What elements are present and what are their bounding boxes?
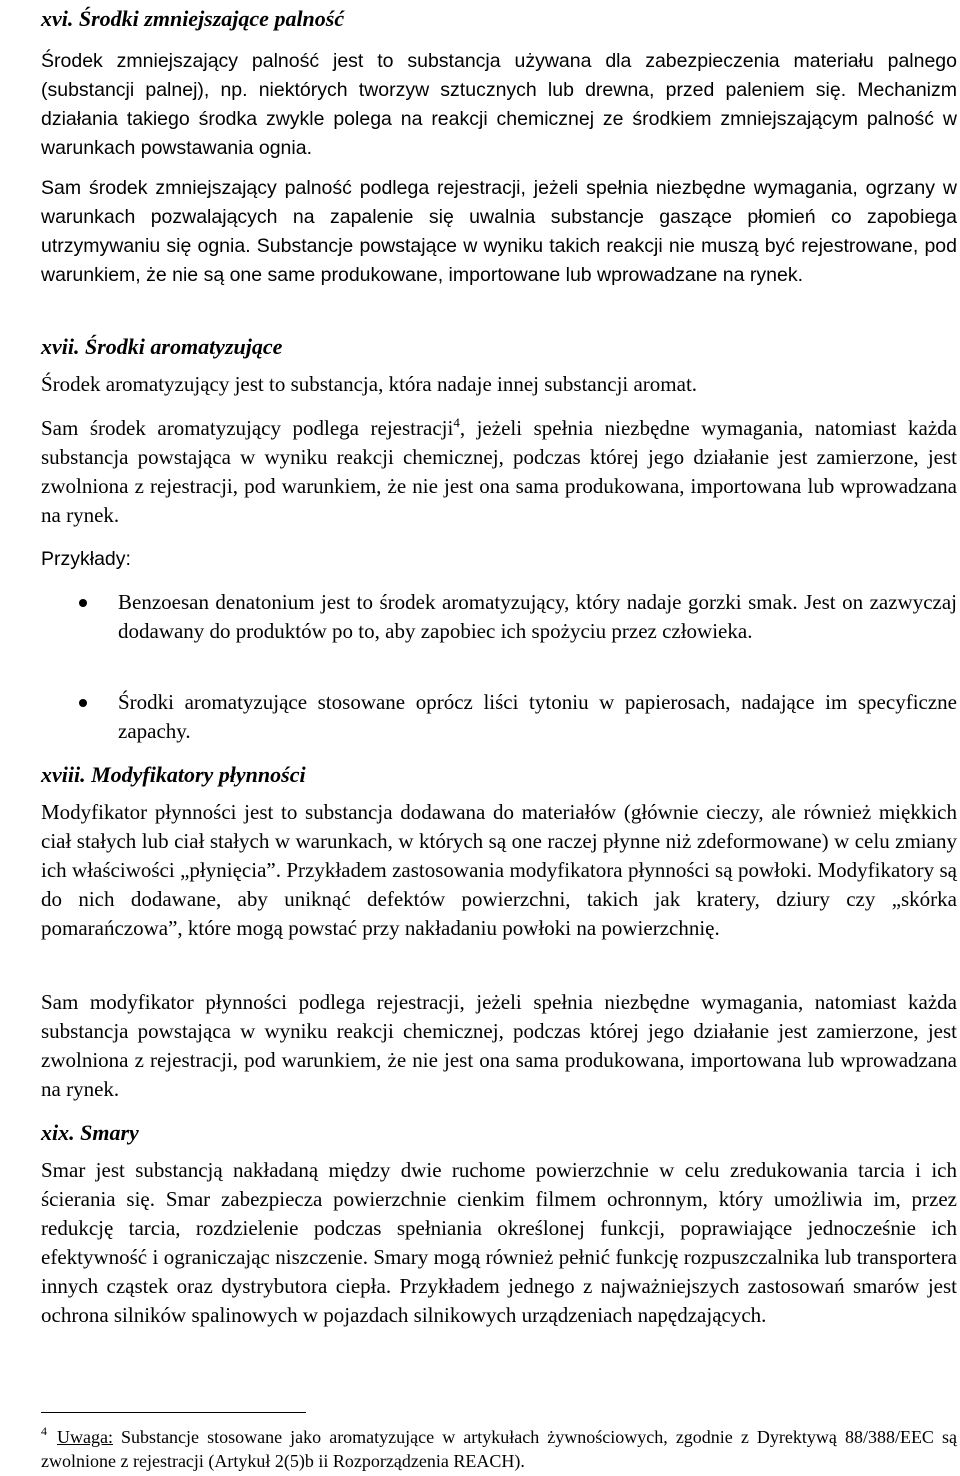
paragraph-xvii-text-end: , jeżeli spełnia niezbędne wymagania, natomiast każda substancja powstająca w wyniku reakcji chemicznej, podczas której jego działanie jest zamierzone, jest zwolniona z rejestracji, pod warunkiem, że nie jest ona sama produkowana, importowana lub wprowadzana na rynek. [41,416,957,527]
paragraph-xvii-text-start: Sam środek aromatyzujący podlega rejestracji [41,416,454,440]
bullet-icon [79,699,87,707]
footnote-separator [41,1412,306,1413]
list-item-text: Benzoesan denatonium jest to środek aromatyzujący, który nadaje gorzki smak. Jest on zazwyczaj dodawany do produktów po to, aby zapobiec ich spożyciu przez człowieka. [118,590,957,643]
section-heading-xix: xix. Smary [41,1120,139,1145]
paragraph-xvii-registration [41,414,957,530]
paragraph-xvi-registration: Sam środek zmniejszający palność podlega rejestracji, jeżeli spełnia niezbędne wymagania, ogrzany w warunkach pozwalających na zapalenie się uwalnia substancje gaszące płomień co zapobiega utrzymywaniu się ognia. Substancje powstające w wyniku takich reakcji nie muszą być rejestrowane, pod warunkiem, że nie są one same produkowane, importowane lub wprowadzane na rynek. [41,177,957,286]
footnote-text: Substancje stosowane jako aromatyzujące w artykułach żywnościowych, zgodnie z Dyrektywą 88/388/EEC są zwolnione z rejestracji (Artykuł 2(5)b ii Rozporządzenia REACH). [41,1427,957,1471]
section-heading-xvii: xvii. Środki aromatyzujące [41,334,283,359]
paragraph-xvii-definition: Środek aromatyzujący jest to substancja, która nadaje innej substancji aromat. [41,372,698,396]
section-heading-xviii: xviii. Modyfikatory płynności [41,762,306,787]
bullet-icon [79,599,87,607]
paragraph-xviii-definition: Modyfikator płynności jest to substancja dodawana do materiałów (głównie cieczy, ale również miękkich ciał stałych lub ciał stałych w warunkach, w których są one raczej płynne niż zdeformowane) w celu zmiany ich właściwości „płynięcia”. Przykładem zastosowania modyfikatora płynności są powłoki. Modyfikatory są do nich dodawane, aby uniknąć defektów powierzchni, takich jak kratery, dziury czy „skórka pomarańczowa”, które mogą powstać przy nakładaniu powłoki na powierzchnię. [41,800,957,940]
paragraph-xix-definition: Smar jest substancją nakładaną między dwie ruchome powierzchnie w celu zredukowania tarcia i ich ścierania się. Smar zabezpiecza powierzchnie cienkim filmem ochronnym, który umożliwia im, przez redukcję tarcia, rozdzielenie podczas spełniania określonej funkcji, poprawiające jednocześnie ich efektywność i ograniczając niszczenie. Smary mogą również pełnić funkcję rozpuszczalnika lub transportera innych cząstek oraz dystrybutora ciepła. Przykładem jednego z najważniejszych zastosowań smarów jest ochrona silników spalinowych w pojazdach silnikowych urządzeniach napędzających. [41,1158,957,1327]
examples-label: Przykłady: [41,548,131,570]
footnote-reference[interactable]: 4 [453,415,460,430]
paragraph-xvi-definition: Środek zmniejszający palność jest to substancja używana dla zabezpieczenia materiału palnego (substancji palnej), np. niektórych tworzyw sztucznych lub drewna, przed paleniem się. Mechanizm działania takiego środka zwykle polega na reakcji chemicznej ze środkiem zmniejszającym palność w warunkach powstawania ognia. [41,50,957,159]
footnote [41,1425,957,1473]
footnote-label: Uwaga: [57,1427,113,1447]
list-item-text: Środki aromatyzujące stosowane oprócz liści tytoniu w papierosach, nadające im specyficzne zapachy. [118,690,957,743]
paragraph-xviii-registration: Sam modyfikator płynności podlega rejestracji, jeżeli spełnia niezbędne wymagania, natomiast każda substancja powstająca w wyniku reakcji chemicznej, podczas której jego działanie jest zamierzone, jest zwolniona z rejestracji, pod warunkiem, że nie jest ona sama produkowana, importowana lub wprowadzana na rynek. [41,990,957,1101]
footnote-number: 4 [41,1424,47,1438]
section-heading-xvi: xvi. Środki zmniejszające palność [41,6,345,31]
